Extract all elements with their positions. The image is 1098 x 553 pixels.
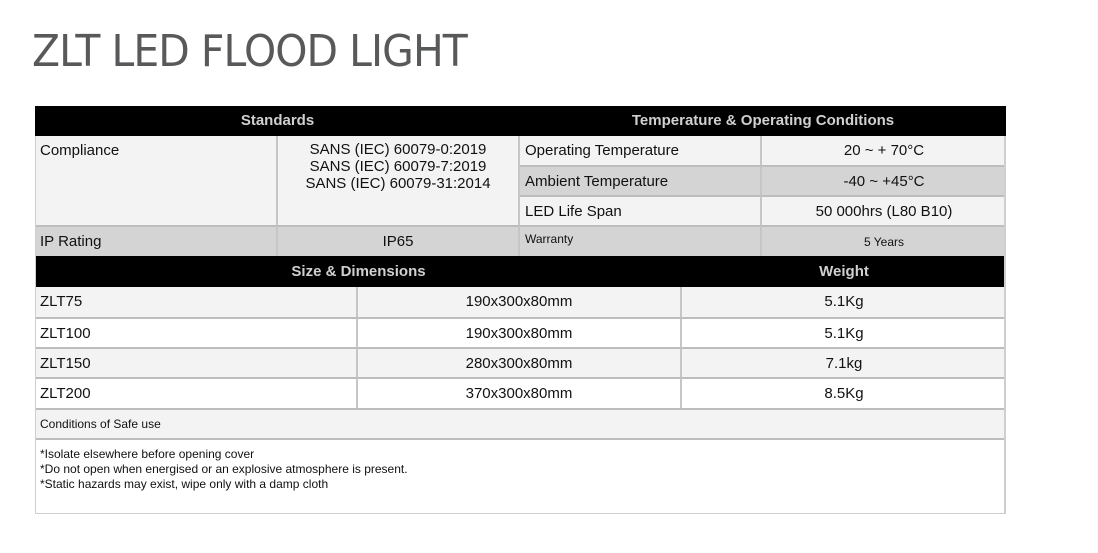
- dimensions-header: Size & Dimensions: [35, 256, 682, 287]
- model-cell: ZLT75: [35, 287, 358, 318]
- ambient-temp-label: Ambient Temperature: [520, 165, 762, 196]
- weight-cell: 8.5Kg: [682, 377, 1006, 408]
- operating-temp-value: 20 ~ + 70°C: [762, 136, 1006, 166]
- compliance-value: SANS (IEC) 60079-31:2014: [305, 175, 491, 192]
- dimensions-cell: 370x300x80mm: [358, 377, 682, 408]
- weight-header: Weight: [682, 256, 1006, 287]
- page-title: ZLT LED FLOOD LIGHT: [32, 26, 467, 77]
- standards-header: Standards: [35, 106, 520, 136]
- compliance-label: Compliance: [35, 136, 278, 226]
- safety-note: *Static hazards may exist, wipe only with a damp cloth: [40, 477, 329, 491]
- weight-cell: 5.1Kg: [682, 287, 1006, 318]
- compliance-values: [278, 136, 520, 226]
- weight-cell: 5.1Kg: [682, 317, 1006, 348]
- warranty-label: Warranty: [520, 225, 762, 256]
- dimensions-cell: 190x300x80mm: [358, 287, 682, 318]
- dimensions-cell: 190x300x80mm: [358, 317, 682, 348]
- safety-header: Conditions of Safe use: [35, 408, 1006, 439]
- model-cell: ZLT200: [35, 377, 358, 408]
- warranty-value: 5 Years: [762, 225, 1006, 256]
- spec-table: [35, 106, 1006, 514]
- compliance-value: SANS (IEC) 60079-7:2019: [309, 158, 487, 175]
- compliance-value: SANS (IEC) 60079-0:2019: [309, 141, 487, 158]
- table-border-left: [35, 136, 36, 514]
- ip-rating-value: IP65: [278, 225, 520, 256]
- led-life-value: 50 000hrs (L80 B10): [762, 195, 1006, 226]
- weight-cell: 7.1kg: [682, 347, 1006, 378]
- ip-rating-label: IP Rating: [35, 225, 278, 256]
- temperature-header: Temperature & Operating Conditions: [520, 106, 1006, 136]
- operating-temp-label: Operating Temperature: [520, 136, 762, 166]
- safety-notes: [35, 438, 1006, 514]
- model-cell: ZLT100: [35, 317, 358, 348]
- led-life-label: LED Life Span: [520, 195, 762, 226]
- table-border-bottom: [35, 513, 1006, 514]
- model-cell: ZLT150: [35, 347, 358, 378]
- table-border-right: [1004, 136, 1006, 514]
- ambient-temp-value: -40 ~ +45°C: [762, 165, 1006, 196]
- safety-note: *Isolate elsewhere before opening cover: [40, 447, 255, 461]
- safety-note: *Do not open when energised or an explosive atmosphere is present.: [40, 462, 408, 476]
- dimensions-cell: 280x300x80mm: [358, 347, 682, 378]
